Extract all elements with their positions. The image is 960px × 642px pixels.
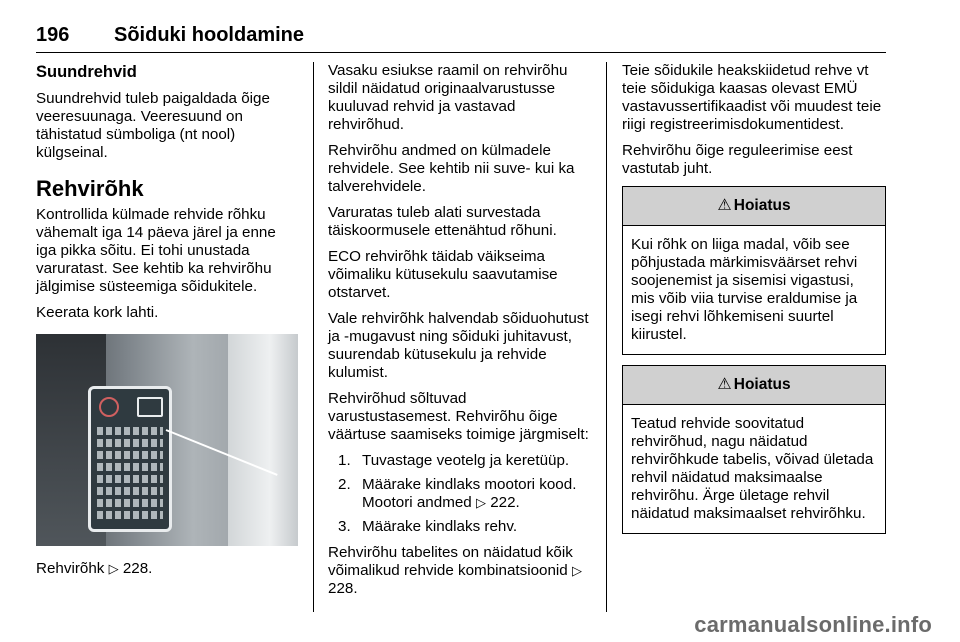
paragraph: Vasaku esiukse raamil on rehvirõhu sildil näidatud originaalvarustusse kuuluvad rehvid ja vastavad rehvirõhud. <box>328 62 568 133</box>
paragraph: Rehvirõhu tabelites on näidatud kõik võimalikud rehvide kombinatsioonid ▷ 228. <box>328 544 582 597</box>
steps-list <box>328 452 592 536</box>
warning-text: Kui rõhk on liiga madal, võib see põhjustada märkimisväärset rehvi soojenemist ja sisemisi vigastusi, mis võib viia turvise eraldumise ja isegi rehvi lõhkemiseni suurtel kiirustel. <box>631 236 858 343</box>
section-heading-tyre-pressure: Rehvirõhk <box>36 176 144 201</box>
page-reference-icon: ▷ <box>475 495 486 510</box>
paragraph: Vale rehvirõhk halvendab sõiduohutust ja -mugavust ning sõiduki juhitavust, suurendab kütusekulu ja rehvide kulumist. <box>328 310 589 381</box>
list-item: 1. Tuvastage veotelg ja keretüüp. <box>338 452 570 469</box>
tyre-pressure-label-photo <box>36 334 298 546</box>
paragraph: Kontrollida külmade rehvide rõhku vähemalt iga 14 päeva järel ja enne iga pikka sõitu. Ei tohi unustada varuratast. See kehtib ka rehvirõhu jälgimise süsteemiga sõidukitele. <box>36 206 276 295</box>
paragraph: Rehvirõhu andmed on külmadele rehvidele. See kehtib nii suve- kui ka talverehvidele. <box>328 142 575 195</box>
page-number: 196 <box>36 24 70 46</box>
brand-seal-icon <box>99 397 119 417</box>
paragraph: Suundrehvid tuleb paigaldada õige veeresuunaga. Veeresuund on tähistatud sümboliga (nt nool) külgseinal. <box>36 90 270 161</box>
paragraph: Keerata kork lahti. <box>36 304 159 321</box>
page-title: Sõiduki hooldamine <box>114 24 305 46</box>
column-left <box>36 62 298 586</box>
watermark: carmanualsonline.info <box>694 612 932 637</box>
header-divider <box>36 52 886 53</box>
page-reference-icon: ▷ <box>108 561 119 576</box>
page-reference-icon: ▷ <box>572 563 582 578</box>
column-divider <box>313 62 314 612</box>
page-reference-link[interactable]: 228. <box>122 560 153 577</box>
warning-box <box>622 365 886 534</box>
column-divider <box>606 62 607 612</box>
warning-triangle-icon: ⚠ <box>717 376 732 393</box>
column-middle <box>328 62 592 606</box>
paragraph: Teie sõidukile heakskiidetud rehve vt teie sõidukiga kaasas olevast EMÜ vastavussertifikaadist või muudest teie riigi registreerimisdokumentidest. <box>622 62 882 133</box>
page-reference-link[interactable]: 222. <box>490 494 520 511</box>
list-item: 2. Määrake kindlaks mootori kood. Mootori andmed ▷ 222. <box>338 476 577 511</box>
warning-text: Teatud rehvide soovitatud rehvirõhud, nagu näidatud rehvirõhkude tabelis, võivad ületada rehvil näidatud maksimaalse rehvirõhu. Ärge ületage rehvil näidatud maksimaalset rehvirõhku. <box>631 415 874 522</box>
warning-header: ⚠ Hoiatus <box>623 366 885 405</box>
door-frame <box>228 334 298 546</box>
list-item: 3. Määrake kindlaks rehv. <box>338 518 518 535</box>
warning-triangle-icon: ⚠ <box>717 197 732 214</box>
paragraph: Rehvirõhud sõltuvad varustustasemest. Rehvirõhu õige väärtuse saamiseks toimige järgmiselt: <box>328 390 589 443</box>
paragraph: ECO rehvirõhk täidab väikseima võimaliku kütusekulu saavutamise otstarvet. <box>328 248 558 301</box>
page-header <box>36 24 886 50</box>
column-right <box>622 62 886 544</box>
page-reference-link[interactable]: 228. <box>328 580 358 597</box>
paragraph: Rehvirõhu õige reguleerimise eest vastutab juht. <box>622 142 853 177</box>
figure-caption: Rehvirõhk ▷ 228. <box>36 560 153 577</box>
section-heading-directional-tyres: Suundrehvid <box>36 63 137 81</box>
manual-book-icon <box>137 397 163 417</box>
tyre-pressure-label <box>88 386 172 532</box>
paragraph: Varuratas tuleb alati survestada täiskoormusele ettenähtud rõhuni. <box>328 204 557 239</box>
warning-header: ⚠ Hoiatus <box>623 187 885 226</box>
warning-box <box>622 186 886 355</box>
